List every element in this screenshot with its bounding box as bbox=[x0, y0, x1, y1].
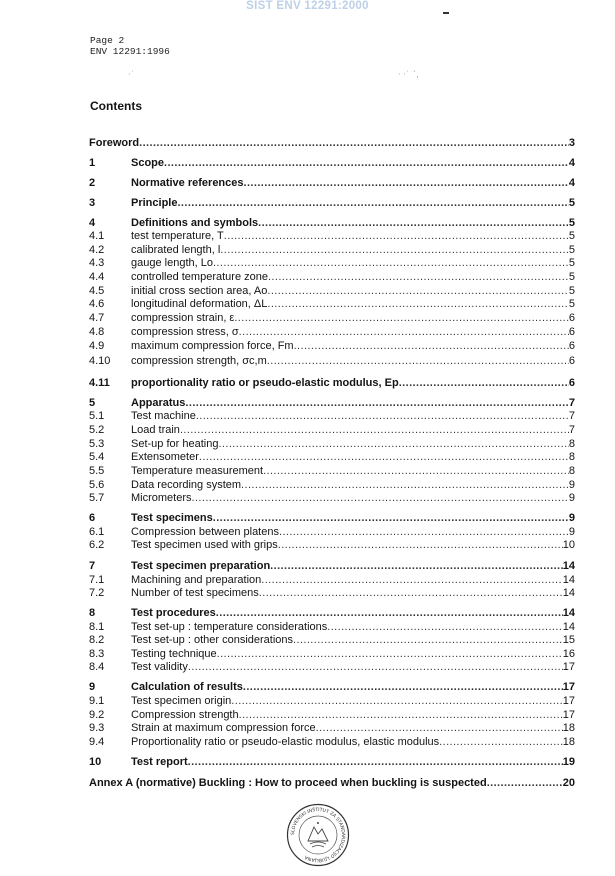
toc-entry-number: 4.11 bbox=[89, 377, 110, 389]
toc-entry-number: 7.2 bbox=[89, 587, 105, 599]
toc-entry[interactable] bbox=[89, 397, 575, 410]
toc-entry-line bbox=[131, 756, 575, 769]
toc-entry-line bbox=[131, 621, 575, 634]
toc-entry-number: 9.2 bbox=[89, 709, 105, 721]
toc-entry-line bbox=[131, 410, 575, 423]
toc-entry-line bbox=[131, 681, 575, 694]
toc-entry[interactable] bbox=[89, 438, 575, 451]
toc-entry-number: 4.6 bbox=[89, 298, 105, 310]
toc-entry[interactable] bbox=[89, 137, 575, 150]
dot-leader bbox=[218, 438, 568, 451]
toc-entry-line bbox=[131, 492, 575, 505]
dot-leader bbox=[294, 340, 569, 353]
toc-entry[interactable] bbox=[89, 298, 575, 311]
toc-entry[interactable] bbox=[89, 355, 575, 368]
dot-leader bbox=[399, 377, 569, 390]
toc-entry-title: gauge length, Lo bbox=[131, 257, 213, 269]
toc-entry-title: Test specimen preparation bbox=[131, 560, 271, 572]
toc-entry[interactable] bbox=[89, 257, 575, 270]
toc-entry-number: 1 bbox=[89, 157, 96, 169]
toc-entry-page: 17 bbox=[562, 709, 575, 721]
toc-entry-line bbox=[131, 340, 575, 353]
toc-entry-title: Apparatus bbox=[131, 397, 186, 409]
toc-entry-title: Test procedures bbox=[131, 607, 216, 619]
toc-entry-number: 5.5 bbox=[89, 465, 105, 477]
toc-entry-line bbox=[131, 285, 575, 298]
toc-entry[interactable] bbox=[89, 197, 575, 210]
toc-entry-number: 8.1 bbox=[89, 621, 105, 633]
toc-entry[interactable] bbox=[89, 736, 575, 749]
dot-leader bbox=[199, 451, 569, 464]
toc-entry-line bbox=[131, 397, 575, 410]
toc-entry[interactable] bbox=[89, 722, 575, 735]
toc-entry-title: test temperature, T bbox=[131, 230, 224, 242]
toc-entry-number: 4.9 bbox=[89, 340, 105, 352]
toc-entry-number: 9.1 bbox=[89, 695, 105, 707]
dot-leader bbox=[239, 709, 563, 722]
toc-entry-page: 14 bbox=[562, 574, 575, 586]
toc-entry-line bbox=[131, 661, 575, 674]
dot-leader bbox=[241, 479, 569, 492]
toc-entry-title: Test specimen origin bbox=[131, 695, 232, 707]
toc-entry-number: 8.2 bbox=[89, 634, 105, 646]
toc-entry[interactable] bbox=[89, 271, 575, 284]
toc-entry-page: 18 bbox=[562, 722, 575, 734]
toc-entry-line bbox=[131, 177, 575, 190]
toc-entry-number: 4 bbox=[89, 217, 96, 229]
dot-leader bbox=[270, 560, 563, 573]
dot-leader bbox=[244, 177, 569, 190]
toc-entry-number: 3 bbox=[89, 197, 96, 209]
scan-speck: ·˙ bbox=[128, 70, 135, 79]
toc-entry-title: Testing technique bbox=[131, 648, 217, 660]
toc-entry-title: Micrometers bbox=[131, 492, 192, 504]
toc-entry[interactable] bbox=[89, 230, 575, 243]
toc-entry-number: 8 bbox=[89, 607, 96, 619]
toc-entry-page: 5 bbox=[568, 244, 575, 256]
toc-entry-page: 19 bbox=[562, 756, 575, 768]
toc-entry-line bbox=[131, 512, 575, 525]
toc-entry-number: 4.2 bbox=[89, 244, 105, 256]
toc-entry-page: 10 bbox=[562, 539, 575, 551]
toc-entry[interactable] bbox=[89, 560, 575, 573]
toc-entry-number: 4.8 bbox=[89, 326, 105, 338]
dot-leader bbox=[259, 587, 563, 600]
dot-leader bbox=[213, 257, 569, 270]
toc-entry-page: 18 bbox=[562, 736, 575, 748]
dot-leader bbox=[267, 355, 569, 368]
toc-entry-number: 6.2 bbox=[89, 539, 105, 551]
toc-entry-page: 6 bbox=[568, 326, 575, 338]
dot-leader bbox=[192, 492, 569, 505]
dot-leader bbox=[164, 157, 569, 170]
toc-entry-page: 6 bbox=[568, 312, 575, 324]
toc-entry-title: Annex A (normative) Buckling : How to proceed when buckling is suspected bbox=[89, 777, 487, 789]
dot-leader bbox=[268, 271, 569, 284]
toc-entry-number: 5.3 bbox=[89, 438, 105, 450]
toc-entry-line bbox=[131, 312, 575, 325]
toc-entry-title: Set-up for heating bbox=[131, 438, 219, 450]
toc-entry-page: 14 bbox=[562, 587, 575, 599]
toc-entry-line bbox=[131, 298, 575, 311]
toc-entry-line bbox=[131, 648, 575, 661]
toc-entry-title: Test validity bbox=[131, 661, 188, 673]
toc-entry-line bbox=[131, 560, 575, 573]
toc-entry[interactable] bbox=[89, 607, 575, 620]
toc-entry-title: compression stress, σ bbox=[131, 326, 239, 338]
toc-entry-title: Compression between platens bbox=[131, 526, 279, 538]
toc-entry-page: 7 bbox=[568, 424, 575, 436]
toc-entry-line bbox=[131, 257, 575, 270]
toc-entry[interactable] bbox=[89, 709, 575, 722]
toc-entry-title: Strain at maximum compression force bbox=[131, 722, 316, 734]
dot-leader bbox=[327, 621, 562, 634]
toc-entry-page: 5 bbox=[568, 230, 575, 242]
toc-entry[interactable] bbox=[89, 326, 575, 339]
toc-entry-title: longitudinal deformation, ΔL bbox=[131, 298, 268, 310]
toc-entry-number: 4.10 bbox=[89, 355, 111, 367]
dot-leader bbox=[439, 736, 563, 749]
toc-entry-page: 17 bbox=[562, 661, 575, 673]
toc-entry-number: 5.6 bbox=[89, 479, 105, 491]
institute-seal bbox=[286, 803, 350, 867]
toc-entry-line bbox=[131, 271, 575, 284]
toc-entry-title: Extensometer bbox=[131, 451, 199, 463]
toc-entry-page: 6 bbox=[568, 340, 575, 352]
toc-entry-line bbox=[131, 479, 575, 492]
toc-entry[interactable] bbox=[89, 465, 575, 478]
toc-entry-number: 2 bbox=[89, 177, 96, 189]
toc-entry-page: 14 bbox=[562, 621, 575, 633]
toc-entry-number: 10 bbox=[89, 756, 102, 768]
toc-entry-page: 3 bbox=[568, 137, 575, 149]
toc-entry[interactable] bbox=[89, 424, 575, 437]
dot-leader bbox=[316, 722, 563, 735]
toc-entry-line bbox=[131, 424, 575, 437]
toc-entry-title: compression strength, σc,m bbox=[131, 355, 267, 367]
toc-entry-title: initial cross section area, Ao bbox=[131, 285, 268, 297]
toc-entry-number: 4.5 bbox=[89, 285, 105, 297]
toc-entry[interactable] bbox=[89, 451, 575, 464]
toc-entry-number: 6 bbox=[89, 512, 96, 524]
dot-leader bbox=[180, 424, 569, 437]
toc-entry-line bbox=[131, 709, 575, 722]
toc-entry[interactable] bbox=[89, 526, 575, 539]
toc-entry-title: proportionality ratio or pseudo-elastic modulus, Ep bbox=[131, 377, 399, 389]
dot-leader bbox=[185, 397, 568, 410]
toc-entry[interactable] bbox=[89, 479, 575, 492]
toc-entry-line bbox=[131, 574, 575, 587]
toc-entry-line bbox=[131, 722, 575, 735]
dot-leader bbox=[224, 230, 569, 243]
toc-entry-number: 6.1 bbox=[89, 526, 105, 538]
dot-leader bbox=[267, 285, 569, 298]
toc-entry-line bbox=[131, 465, 575, 478]
toc-entry-title: Load train bbox=[131, 424, 180, 436]
toc-entry-line bbox=[131, 634, 575, 647]
toc-entry-number: 4.4 bbox=[89, 271, 105, 283]
toc-entry-title: Normative references bbox=[131, 177, 244, 189]
toc-entry-page: 9 bbox=[568, 526, 575, 538]
toc-entry[interactable] bbox=[89, 539, 575, 552]
toc-entry[interactable] bbox=[89, 574, 575, 587]
dot-leader bbox=[188, 661, 563, 674]
toc-entry-number: 7.1 bbox=[89, 574, 105, 586]
page-number: Page 2 bbox=[90, 35, 125, 46]
dot-leader bbox=[196, 410, 569, 423]
scan-speck: · ·˙ ´‚ bbox=[398, 70, 419, 79]
dot-leader bbox=[139, 137, 569, 150]
toc-entry-number: 4.7 bbox=[89, 312, 105, 324]
toc-entry-title: controlled temperature zone bbox=[131, 271, 268, 283]
toc-entry-number: 9.3 bbox=[89, 722, 105, 734]
toc-entry-page: 7 bbox=[568, 397, 575, 409]
toc-entry-number: 4.3 bbox=[89, 257, 105, 269]
toc-entry-page: 14 bbox=[562, 560, 575, 572]
dot-leader bbox=[231, 695, 562, 708]
dot-leader bbox=[278, 539, 563, 552]
toc-entry[interactable] bbox=[89, 285, 575, 298]
toc-entry-line bbox=[131, 736, 575, 749]
toc-entry[interactable] bbox=[89, 340, 575, 353]
toc-entry-page: 8 bbox=[568, 438, 575, 450]
toc-entry-page: 6 bbox=[568, 377, 575, 389]
toc-entry-line bbox=[131, 607, 575, 620]
toc-entry-number: 5.7 bbox=[89, 492, 105, 504]
toc-entry-title: Test report bbox=[131, 756, 188, 768]
toc-entry-page: 17 bbox=[562, 695, 575, 707]
toc-entry-line bbox=[131, 451, 575, 464]
toc-entry-page: 9 bbox=[568, 492, 575, 504]
toc-entry[interactable] bbox=[89, 695, 575, 708]
dot-leader bbox=[293, 634, 563, 647]
toc-entry[interactable] bbox=[89, 244, 575, 257]
toc-entry-title: Test set-up : temperature considerations bbox=[131, 621, 328, 633]
dot-leader bbox=[217, 648, 563, 661]
dot-leader bbox=[261, 574, 562, 587]
toc-entry-line bbox=[131, 355, 575, 368]
toc-entry-title: calibrated length, l bbox=[131, 244, 221, 256]
dot-leader bbox=[258, 217, 569, 230]
dot-leader bbox=[234, 312, 569, 325]
toc-entry-page: 20 bbox=[562, 777, 575, 789]
toc-entry-line bbox=[131, 695, 575, 708]
toc-entry-title: Test specimens bbox=[131, 512, 213, 524]
toc-entry-line bbox=[131, 526, 575, 539]
toc-entry-line bbox=[131, 438, 575, 451]
toc-entry[interactable] bbox=[89, 177, 575, 190]
toc-entry[interactable] bbox=[89, 648, 575, 661]
toc-entry-number: 7 bbox=[89, 560, 96, 572]
toc-entry-line bbox=[131, 587, 575, 600]
toc-entry[interactable] bbox=[89, 756, 575, 769]
toc-entry-page: 5 bbox=[568, 217, 575, 229]
toc-entry-page: 14 bbox=[562, 607, 575, 619]
document-id: ENV 12291:1996 bbox=[90, 46, 170, 57]
toc-entry-title: Foreword bbox=[89, 137, 140, 149]
toc-entry-page: 5 bbox=[568, 285, 575, 297]
dot-leader bbox=[213, 512, 569, 525]
dot-leader bbox=[188, 756, 563, 769]
toc-entry-page: 4 bbox=[568, 157, 575, 169]
toc-entry-page: 17 bbox=[562, 681, 575, 693]
dot-leader bbox=[487, 777, 563, 790]
toc-entry[interactable] bbox=[89, 492, 575, 505]
toc-entry-title: Scope bbox=[131, 157, 165, 169]
toc-entry-title: Proportionality ratio or pseudo-elastic modulus, elastic modulus bbox=[131, 736, 440, 748]
toc-entry-line bbox=[131, 326, 575, 339]
toc-entry-line bbox=[131, 230, 575, 243]
toc-entry-number: 8.4 bbox=[89, 661, 105, 673]
toc-entry-line bbox=[131, 197, 575, 210]
toc-entry-page: 6 bbox=[568, 355, 575, 367]
scan-mark bbox=[443, 12, 449, 14]
toc-entry-line bbox=[89, 137, 575, 150]
toc-entry-title: Test set-up : other considerations bbox=[131, 634, 294, 646]
toc-entry[interactable] bbox=[89, 621, 575, 634]
toc-entry-title: maximum compression force, Fm bbox=[131, 340, 294, 352]
toc-entry-line bbox=[131, 217, 575, 230]
dot-leader bbox=[267, 298, 568, 311]
toc-entry[interactable] bbox=[89, 587, 575, 600]
dot-leader bbox=[220, 244, 569, 257]
toc-entry-number: 9.4 bbox=[89, 736, 105, 748]
toc-entry[interactable] bbox=[89, 217, 575, 230]
toc-entry-number: 9 bbox=[89, 681, 96, 693]
dot-leader bbox=[216, 607, 563, 620]
toc-entry-line bbox=[89, 777, 575, 790]
toc-entry-number: 8.3 bbox=[89, 648, 105, 660]
toc-entry-page: 7 bbox=[568, 410, 575, 422]
toc-entry-title: Number of test specimens bbox=[131, 587, 259, 599]
toc-entry-title: Definitions and symbols bbox=[131, 217, 259, 229]
dot-leader bbox=[177, 197, 568, 210]
toc-entry-number: 5.2 bbox=[89, 424, 105, 436]
toc-entry-line bbox=[131, 539, 575, 552]
toc-entry-title: Temperature measurement bbox=[131, 465, 264, 477]
toc-entry-page: 8 bbox=[568, 465, 575, 477]
toc-entry-page: 4 bbox=[568, 177, 575, 189]
dot-leader bbox=[239, 326, 569, 339]
toc-entry[interactable] bbox=[89, 410, 575, 423]
toc-entry[interactable] bbox=[89, 157, 575, 170]
contents-heading: Contents bbox=[90, 99, 142, 113]
toc-entry-page: 5 bbox=[568, 271, 575, 283]
toc-entry-page: 5 bbox=[568, 257, 575, 269]
toc-entry[interactable] bbox=[89, 681, 575, 694]
toc-entry-line bbox=[131, 157, 575, 170]
toc-entry-page: 9 bbox=[568, 479, 575, 491]
sist-watermark: SIST ENV 12291:2000 bbox=[246, 0, 369, 12]
toc-entry[interactable] bbox=[89, 777, 575, 790]
toc-entry-title: Principle bbox=[131, 197, 178, 209]
toc-entry-title: Compression strength bbox=[131, 709, 239, 721]
dot-leader bbox=[243, 681, 563, 694]
toc-entry[interactable] bbox=[89, 634, 575, 647]
toc-entry-number: 5.1 bbox=[89, 410, 105, 422]
toc-entry[interactable] bbox=[89, 512, 575, 525]
toc-entry-page: 5 bbox=[568, 197, 575, 209]
dot-leader bbox=[263, 465, 569, 478]
toc-entry-number: 4.1 bbox=[89, 230, 105, 242]
toc-entry-title: Data recording system bbox=[131, 479, 242, 491]
toc-entry-page: 8 bbox=[568, 451, 575, 463]
toc-entry-title: Calculation of results bbox=[131, 681, 243, 693]
toc-entry-title: Test machine bbox=[131, 410, 196, 422]
toc-entry[interactable] bbox=[89, 312, 575, 325]
toc-entry-line bbox=[131, 377, 575, 390]
toc-entry-title: Machining and preparation bbox=[131, 574, 262, 586]
dot-leader bbox=[279, 526, 569, 539]
toc-entry[interactable] bbox=[89, 661, 575, 674]
toc-entry-number: 5.4 bbox=[89, 451, 105, 463]
toc-entry-page: 15 bbox=[562, 634, 575, 646]
toc-entry-page: 9 bbox=[568, 512, 575, 524]
toc-entry-page: 5 bbox=[568, 298, 575, 310]
toc-entry-title: Test specimen used with grips bbox=[131, 539, 278, 551]
toc-entry-number: 5 bbox=[89, 397, 96, 409]
toc-entry-line bbox=[131, 244, 575, 257]
toc-entry[interactable] bbox=[89, 377, 575, 390]
toc-entry-title: compression strain, ε bbox=[131, 312, 235, 324]
toc-entry-page: 16 bbox=[562, 648, 575, 660]
seal-text: SLOVENSKI INŠTITUT ZA STANDARDIZACIJO LJUBLJANA bbox=[290, 807, 346, 863]
